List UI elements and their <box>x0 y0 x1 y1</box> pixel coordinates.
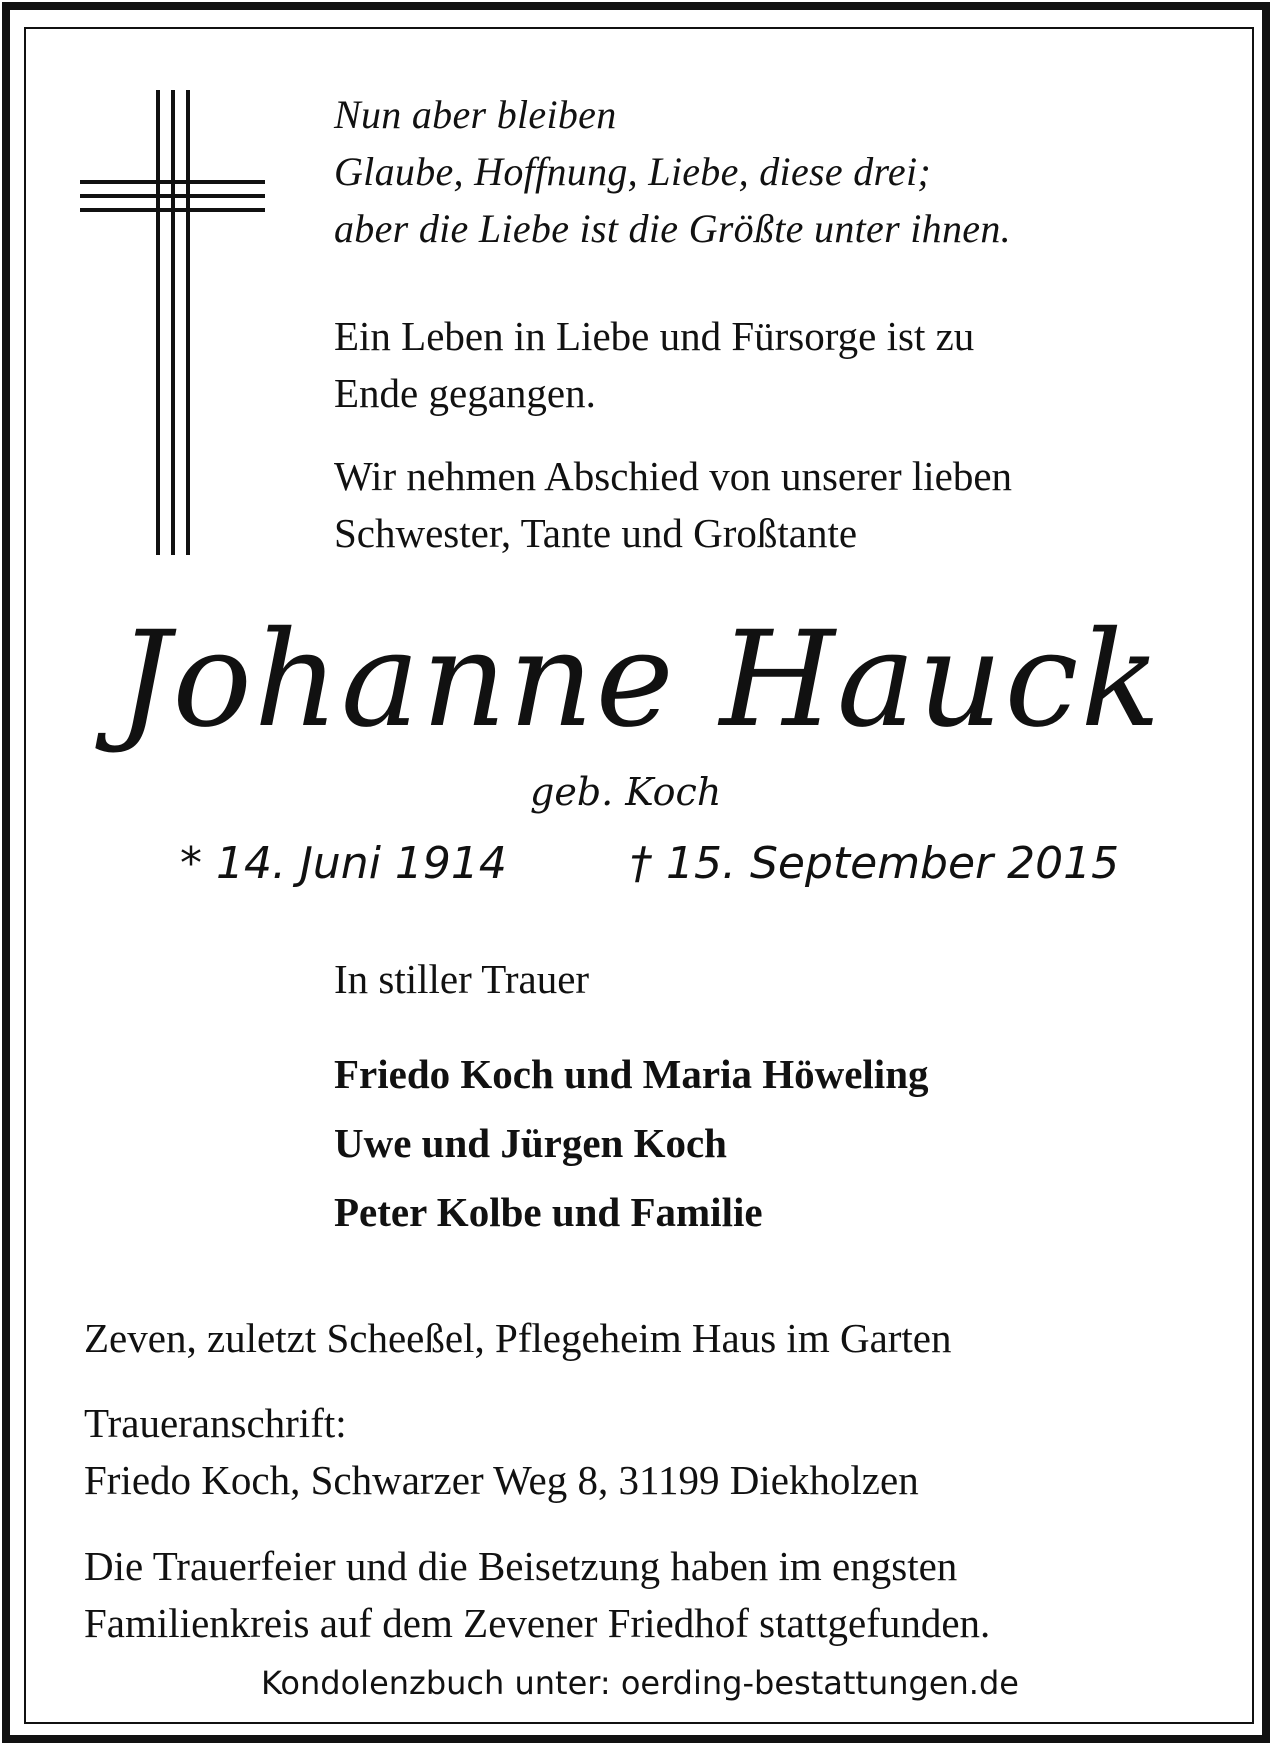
verse-line: aber die Liebe ist die Größte unter ihnen. <box>334 206 1011 251</box>
bible-verse <box>334 86 1234 257</box>
cross-icon <box>80 90 265 555</box>
death-date: † 15. September 2015 <box>630 838 1120 889</box>
mourner-list <box>334 1040 929 1247</box>
verse-line: Glaube, Hoffnung, Liebe, diese drei; <box>334 149 931 194</box>
place-info: Zeven, zuletzt Scheeßel, Pflegeheim Haus im Garten <box>84 1315 952 1361</box>
mourning-address <box>84 1395 919 1509</box>
ceremony-line: Familienkreis auf dem Zevener Friedhof stattgefunden. <box>84 1600 991 1646</box>
farewell-line: Wir nehmen Abschied von unserer lieben <box>334 453 1013 499</box>
intro-line: Ein Leben in Liebe und Fürsorge ist zu <box>334 313 975 359</box>
mourner-entry: Peter Kolbe und Familie <box>334 1189 763 1235</box>
address-label: Traueranschrift: <box>84 1400 347 1446</box>
ceremony-info <box>84 1538 990 1652</box>
maiden-name: geb. Koch <box>530 770 722 814</box>
ceremony-line: Die Trauerfeier und die Beisetzung haben im engsten <box>84 1543 958 1589</box>
mourner-entry: Uwe und Jürgen Koch <box>334 1120 727 1166</box>
condolence-footer: Kondolenzbuch unter: oerding-bestattungen.de <box>261 1664 1019 1702</box>
mourning-label: In stiller Trauer <box>334 956 590 1002</box>
verse-line: Nun aber bleiben <box>334 92 617 137</box>
intro-line: Ende gegangen. <box>334 370 596 416</box>
deceased-name: Johanne Hauck <box>117 603 1163 757</box>
farewell-line: Schwester, Tante und Großtante <box>334 510 858 556</box>
farewell-paragraph <box>334 448 1012 562</box>
birth-date: * 14. Juni 1914 <box>180 838 507 889</box>
mourner-entry: Friedo Koch und Maria Höweling <box>334 1051 929 1097</box>
address-text: Friedo Koch, Schwarzer Weg 8, 31199 Diekholzen <box>84 1457 919 1503</box>
intro-paragraph <box>334 308 974 422</box>
